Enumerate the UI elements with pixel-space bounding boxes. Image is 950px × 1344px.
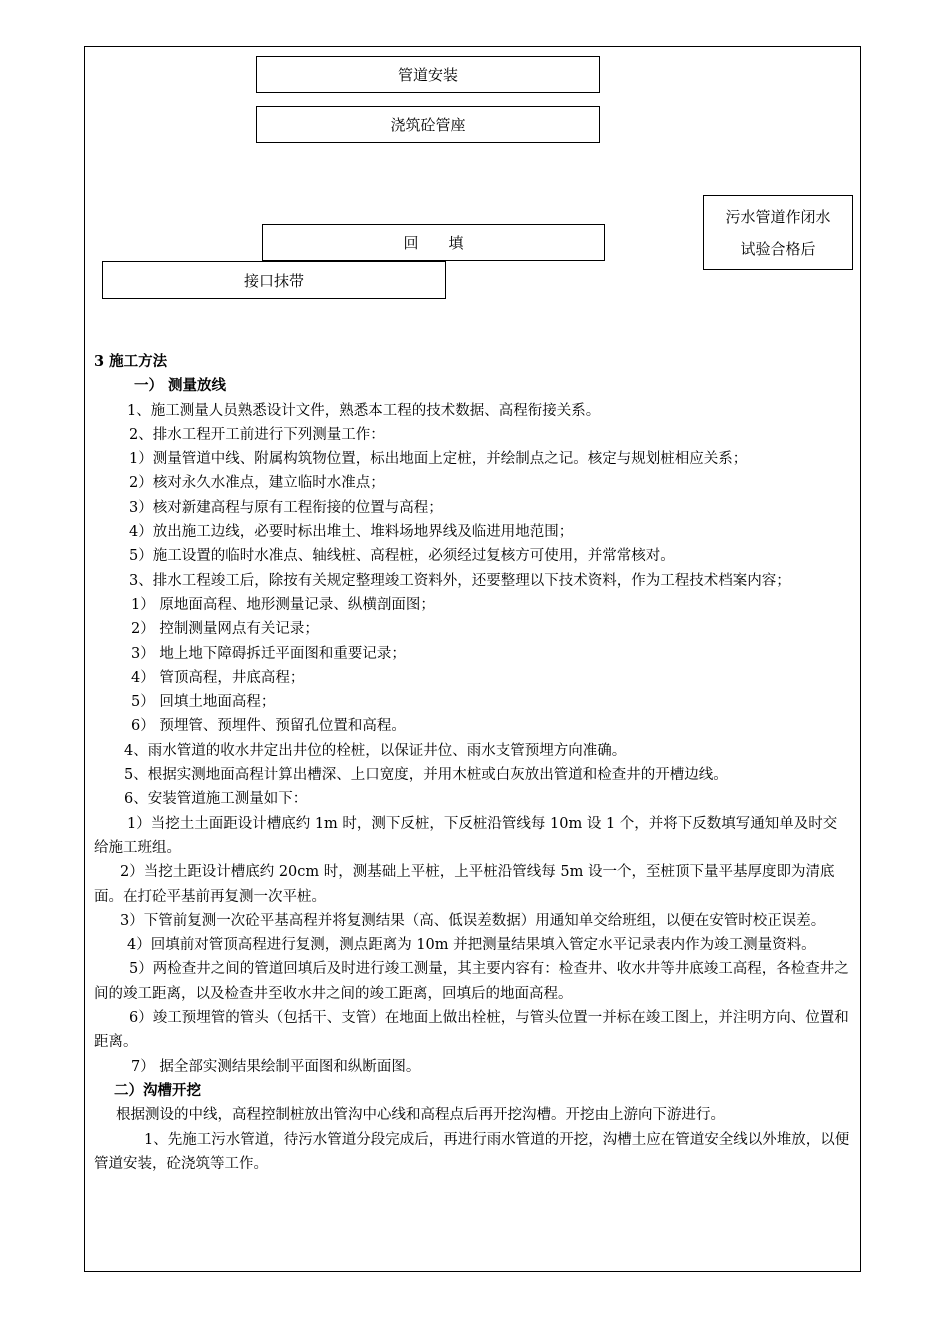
list-item: 5）施工设置的临时水准点、轴线桩、高程桩，必须经过复核方可使用，并常常核对。 xyxy=(129,548,675,565)
list-item: 1）测量管道中线、附属构筑物位置，标出地面上定桩，并绘制点之记。核定与规划桩相应关系； xyxy=(129,451,748,468)
paragraph: 1、先施工污水管道，待污水管道分段完成后，再进行雨水管道的开挖，沟槽土应在管道安全线以外堆放，以便管道安装，砼浇筑等工作。 xyxy=(94,1131,850,1172)
flow-box-joint-band xyxy=(102,261,446,299)
list-item: 3）核对新建高程与原有工程衔接的位置与高程； xyxy=(129,499,443,516)
paragraph: 6、安装管道施工测量如下： xyxy=(124,791,308,808)
subsection-trench-title: 二）沟槽开挖 xyxy=(114,1081,201,1099)
flow-label-backfill: 回 填 xyxy=(403,234,464,252)
flow-label-pour-base: 浇筑砼管座 xyxy=(390,116,466,134)
subsection-survey-title: 一） 测量放线 xyxy=(134,377,227,395)
flow-box-pour-base xyxy=(256,106,600,143)
section-title: 3 施工方法 xyxy=(94,353,168,370)
paragraph: 3、排水工程竣工后，除按有关规定整理竣工资料外，还要整理以下技术资料，作为工程技术档案内容； xyxy=(129,572,791,589)
list-item: 3）下管前复测一次砼平基高程并将复测结果（高、低误差数据）用通知单交给班组，以便在安管时校正误差。 xyxy=(120,912,826,929)
list-item: 6）竣工预埋管的管头（包括干、支管）在地面上做出栓桩，与管头位置一并标在竣工图上，并注明方向、位置和距离。 xyxy=(94,1010,849,1051)
flow-label-pipe-install: 管道安装 xyxy=(397,66,458,84)
list-item: 4） 管顶高程，井底高程； xyxy=(131,669,305,686)
paragraph: 1、施工测量人员熟悉设计文件，熟悉本工程的技术数据、高程衔接关系。 xyxy=(127,402,601,419)
list-item: 2）核对永久水准点，建立临时水准点； xyxy=(129,475,385,492)
list-item: 2）当挖土距设计槽底约 20cm 时，测基础上平桩，上平桩沿管线每 5m 设一个，至桩顶下量平基厚度即为清底面。在打砼平基前再复测一次平桩。 xyxy=(94,864,835,905)
paragraph: 2、排水工程开工前进行下列测量工作： xyxy=(129,426,385,443)
side-note-line2: 试验合格后 xyxy=(740,239,816,258)
paragraph: 4、雨水管道的收水井定出井位的栓桩，以保证井位、雨水支管预埋方向准确。 xyxy=(124,742,627,759)
list-item: 3） 地上地下障碍拆迁平面图和重要记录； xyxy=(131,645,406,662)
paragraph: 根据测设的中线，高程控制桩放出管沟中心线和高程点后再开挖沟槽。开挖由上游向下游进行。 xyxy=(116,1107,725,1124)
construction-method-text xyxy=(94,350,850,1176)
list-item: 4）回填前对管顶高程进行复测，测点距离为 10m 并把测量结果填入管定水平记录表内作为竣工测量资料。 xyxy=(127,937,816,954)
list-item: 1）当挖土土面距设计槽底约 1m 时，测下反桩，下反桩沿管线每 10m 设 1 个，并将下反数填写通知单及时交给施工班组。 xyxy=(94,815,838,856)
list-item: 7） 据全部实测结果绘制平面图和纵断面图。 xyxy=(131,1058,421,1075)
list-item: 2） 控制测量网点有关记录； xyxy=(131,621,319,638)
paragraph: 5、根据实测地面高程计算出槽深、上口宽度，并用木桩或白灰放出管道和检查井的开槽边线。 xyxy=(124,767,728,784)
side-note-line1: 污水管道作闭水 xyxy=(725,207,831,226)
flow-box-backfill xyxy=(262,224,605,261)
flow-box-pipe-install xyxy=(256,56,600,93)
list-item: 6） 预埋管、预埋件、预留孔位置和高程。 xyxy=(131,718,406,735)
flow-label-joint-band: 接口抹带 xyxy=(243,271,304,290)
flow-box-side-note xyxy=(703,195,853,270)
list-item: 5）两检查井之间的管道回填后及时进行竣工测量，其主要内容有：检查井、收水井等井底竣工高程，各检查井之间的竣工距离，以及检查井至收水井之间的竣工距离，回填后的地面高程。 xyxy=(94,961,849,1002)
list-item: 1） 原地面高程、地形测量记录、纵横剖面图； xyxy=(131,596,435,613)
list-item: 5） 回填土地面高程； xyxy=(131,694,276,711)
list-item: 4）放出施工边线，必要时标出堆土、堆料场地界线及临进用地范围； xyxy=(129,524,574,541)
